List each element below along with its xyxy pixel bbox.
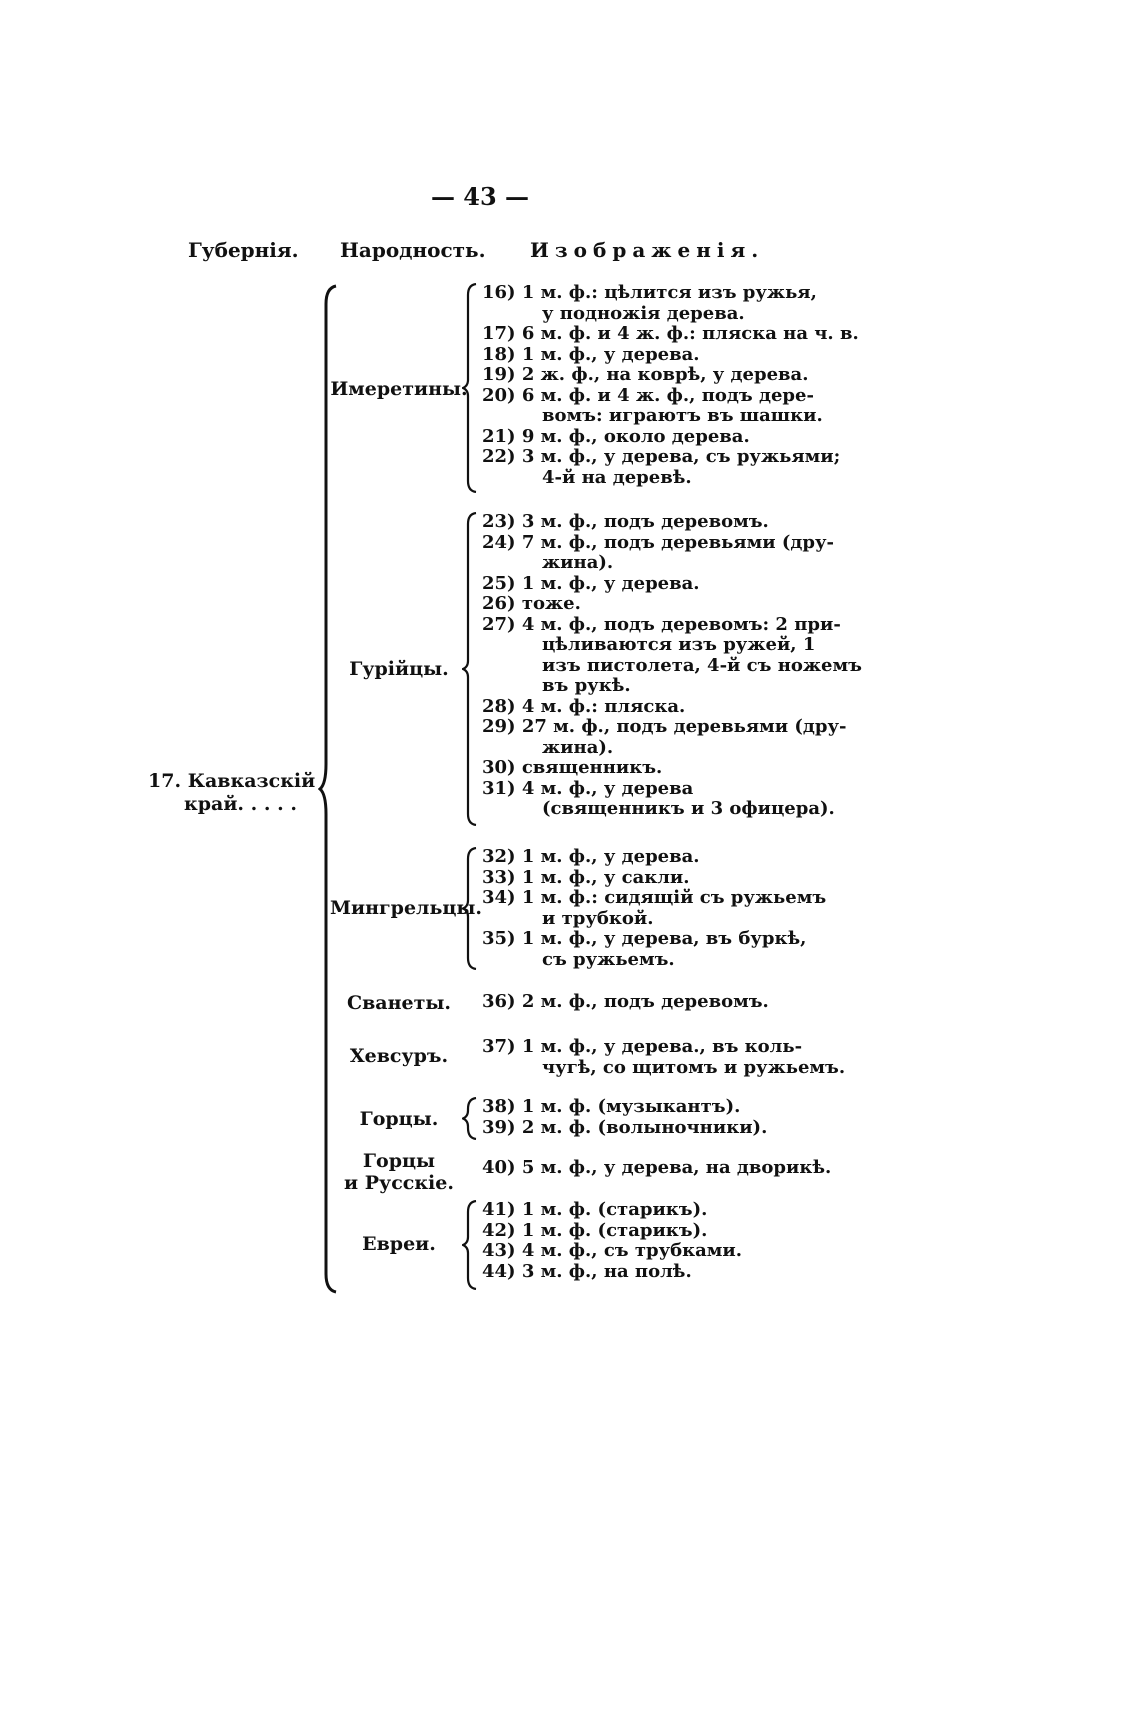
nationality-label: Гурійцы. xyxy=(349,658,449,680)
list-item xyxy=(482,758,827,779)
entry-line: 19) 2 ж. ф., на коврѣ, у дерева. xyxy=(482,364,809,385)
list-item xyxy=(482,1157,832,1179)
list-item xyxy=(482,1118,827,1139)
entry-line: 17) 6 м. ф. и 4 ж. ф.: пляска на ч. в. xyxy=(482,323,859,344)
nationality-label: Горцы. xyxy=(359,1108,439,1130)
entries-list xyxy=(482,1036,846,1078)
entry-line: 28) 4 м. ф.: пляска. xyxy=(482,695,686,717)
gubernia-label xyxy=(148,770,315,816)
page-number-text: — 43 — xyxy=(430,182,530,211)
nationality-label xyxy=(330,1150,468,1194)
entry-line: 26) тоже. xyxy=(482,593,581,614)
entries-list xyxy=(482,1200,827,1282)
list-item xyxy=(482,697,827,718)
list-item xyxy=(482,594,827,615)
entry-line: 27) 4 м. ф., подъ деревомъ: 2 при- xyxy=(482,613,841,635)
entry-line: 16) 1 м. ф.: цѣлится изъ ружья, xyxy=(482,282,817,303)
entry-line: 39) 2 м. ф. (волыночники). xyxy=(482,1116,768,1138)
gubernia-name: Кавказскій xyxy=(187,770,316,792)
entry-line-cont: изъ пистолета, 4-й съ ножемъ xyxy=(542,654,862,676)
group-brace xyxy=(462,1200,478,1290)
entry-line: 25) 1 м. ф., у дерева. xyxy=(482,572,700,594)
list-item xyxy=(482,427,827,448)
list-item xyxy=(482,1262,827,1283)
nationality-label-line: и Русскіе. xyxy=(344,1172,454,1194)
list-item xyxy=(482,323,859,345)
entries-list xyxy=(482,847,827,970)
list-item xyxy=(482,283,827,324)
list-item xyxy=(482,888,827,929)
nationality-label: Хевсуръ. xyxy=(349,1045,449,1067)
entry-line: 40) 5 м. ф., у дерева, на дворикѣ. xyxy=(482,1157,832,1178)
group-brace xyxy=(462,847,478,970)
list-item xyxy=(482,574,827,595)
entry-line-cont: (священникъ и 3 офицера). xyxy=(542,798,835,819)
entries-list xyxy=(482,992,827,1013)
entry-line: 20) 6 м. ф. и 4 ж. ф., подъ дере- xyxy=(482,384,814,406)
entry-line: 35) 1 м. ф., у дерева, въ буркѣ, xyxy=(482,928,807,949)
entry-line: 23) 3 м. ф., подъ деревомъ. xyxy=(482,511,769,532)
entry-line: 29) 27 м. ф., подъ деревьями (дру- xyxy=(482,716,847,737)
entry-line-cont: съ ружьемъ. xyxy=(542,948,675,970)
entry-line-cont: жина). xyxy=(542,736,614,758)
list-item xyxy=(482,1221,827,1242)
column-header-gubernia: Губернія. xyxy=(188,238,299,262)
group-brace xyxy=(462,512,478,826)
entry-line: 22) 3 м. ф., у дерева, съ ружьями; xyxy=(482,446,841,467)
entry-line: 38) 1 м. ф. (музыкантъ). xyxy=(482,1096,741,1117)
entries-list xyxy=(482,1097,827,1138)
list-item xyxy=(482,868,827,889)
list-item xyxy=(482,929,827,970)
list-item xyxy=(482,345,827,366)
list-item xyxy=(482,992,827,1013)
nationality-label: Мингрельцы. xyxy=(330,897,483,919)
entry-line: 18) 1 м. ф., у дерева. xyxy=(482,343,700,365)
entry-line-cont: въ рукѣ. xyxy=(542,675,631,696)
list-item xyxy=(482,446,841,488)
entry-line: 30) священникъ. xyxy=(482,757,663,778)
entry-line: 32) 1 м. ф., у дерева. xyxy=(482,846,700,867)
entry-line-cont: вомъ: играютъ въ шашки. xyxy=(542,405,823,426)
nationality-label: Евреи. xyxy=(362,1233,436,1255)
gubernia-number: 17. xyxy=(148,770,182,792)
entries-list xyxy=(482,282,859,488)
column-header-narodnost: Народность. xyxy=(340,238,486,262)
entry-line-cont: и трубкой. xyxy=(542,907,654,929)
entry-line-cont: жина). xyxy=(542,552,614,573)
entry-line: 24) 7 м. ф., подъ деревьями (дру- xyxy=(482,531,834,553)
entry-line-cont: чугѣ, со щитомъ и ружьемъ. xyxy=(542,1056,846,1078)
entries-list xyxy=(482,511,862,820)
list-item xyxy=(482,531,834,574)
nationality-label: Имеретины. xyxy=(330,378,468,400)
entry-line: 21) 9 м. ф., около дерева. xyxy=(482,425,750,447)
list-item xyxy=(482,512,827,533)
entries-list xyxy=(482,1157,832,1179)
group-brace xyxy=(462,1097,478,1140)
entry-line: 36) 2 м. ф., подъ деревомъ. xyxy=(482,991,769,1012)
entry-line: 43) 4 м. ф., съ трубками. xyxy=(482,1240,743,1261)
list-item xyxy=(482,1097,827,1118)
entry-line-cont: 4-й на деревѣ. xyxy=(542,466,692,488)
list-item xyxy=(482,386,827,427)
region-brace xyxy=(318,284,340,1294)
entry-line: 31) 4 м. ф., у дерева xyxy=(482,777,694,799)
list-item xyxy=(482,365,827,386)
nationality-label: Сванеты. xyxy=(346,992,452,1014)
list-item xyxy=(482,777,835,820)
list-item xyxy=(482,613,862,697)
list-item xyxy=(482,847,827,868)
group-brace xyxy=(462,283,478,493)
list-item xyxy=(482,1036,846,1078)
entry-line-cont: у подножія дерева. xyxy=(542,302,745,324)
nationality-label-line: Горцы xyxy=(362,1150,436,1172)
gubernia-name-cont: край. . . . . xyxy=(184,793,297,815)
entry-line: 41) 1 м. ф. (старикъ). xyxy=(482,1199,708,1220)
entry-line: 33) 1 м. ф., у сакли. xyxy=(482,866,690,888)
entry-line: 34) 1 м. ф.: сидящій съ ружьемъ xyxy=(482,887,827,908)
entry-line: 44) 3 м. ф., на полѣ. xyxy=(482,1260,692,1282)
list-item xyxy=(482,1200,827,1221)
entry-line-cont: цѣливаются изъ ружей, 1 xyxy=(542,634,816,655)
entry-line: 42) 1 м. ф. (старикъ). xyxy=(482,1219,708,1241)
list-item xyxy=(482,1241,827,1262)
list-item xyxy=(482,716,847,758)
entry-line: 37) 1 м. ф., у дерева., въ коль- xyxy=(482,1036,803,1057)
column-header-izobrazhenia: Изображенія. xyxy=(530,238,765,262)
